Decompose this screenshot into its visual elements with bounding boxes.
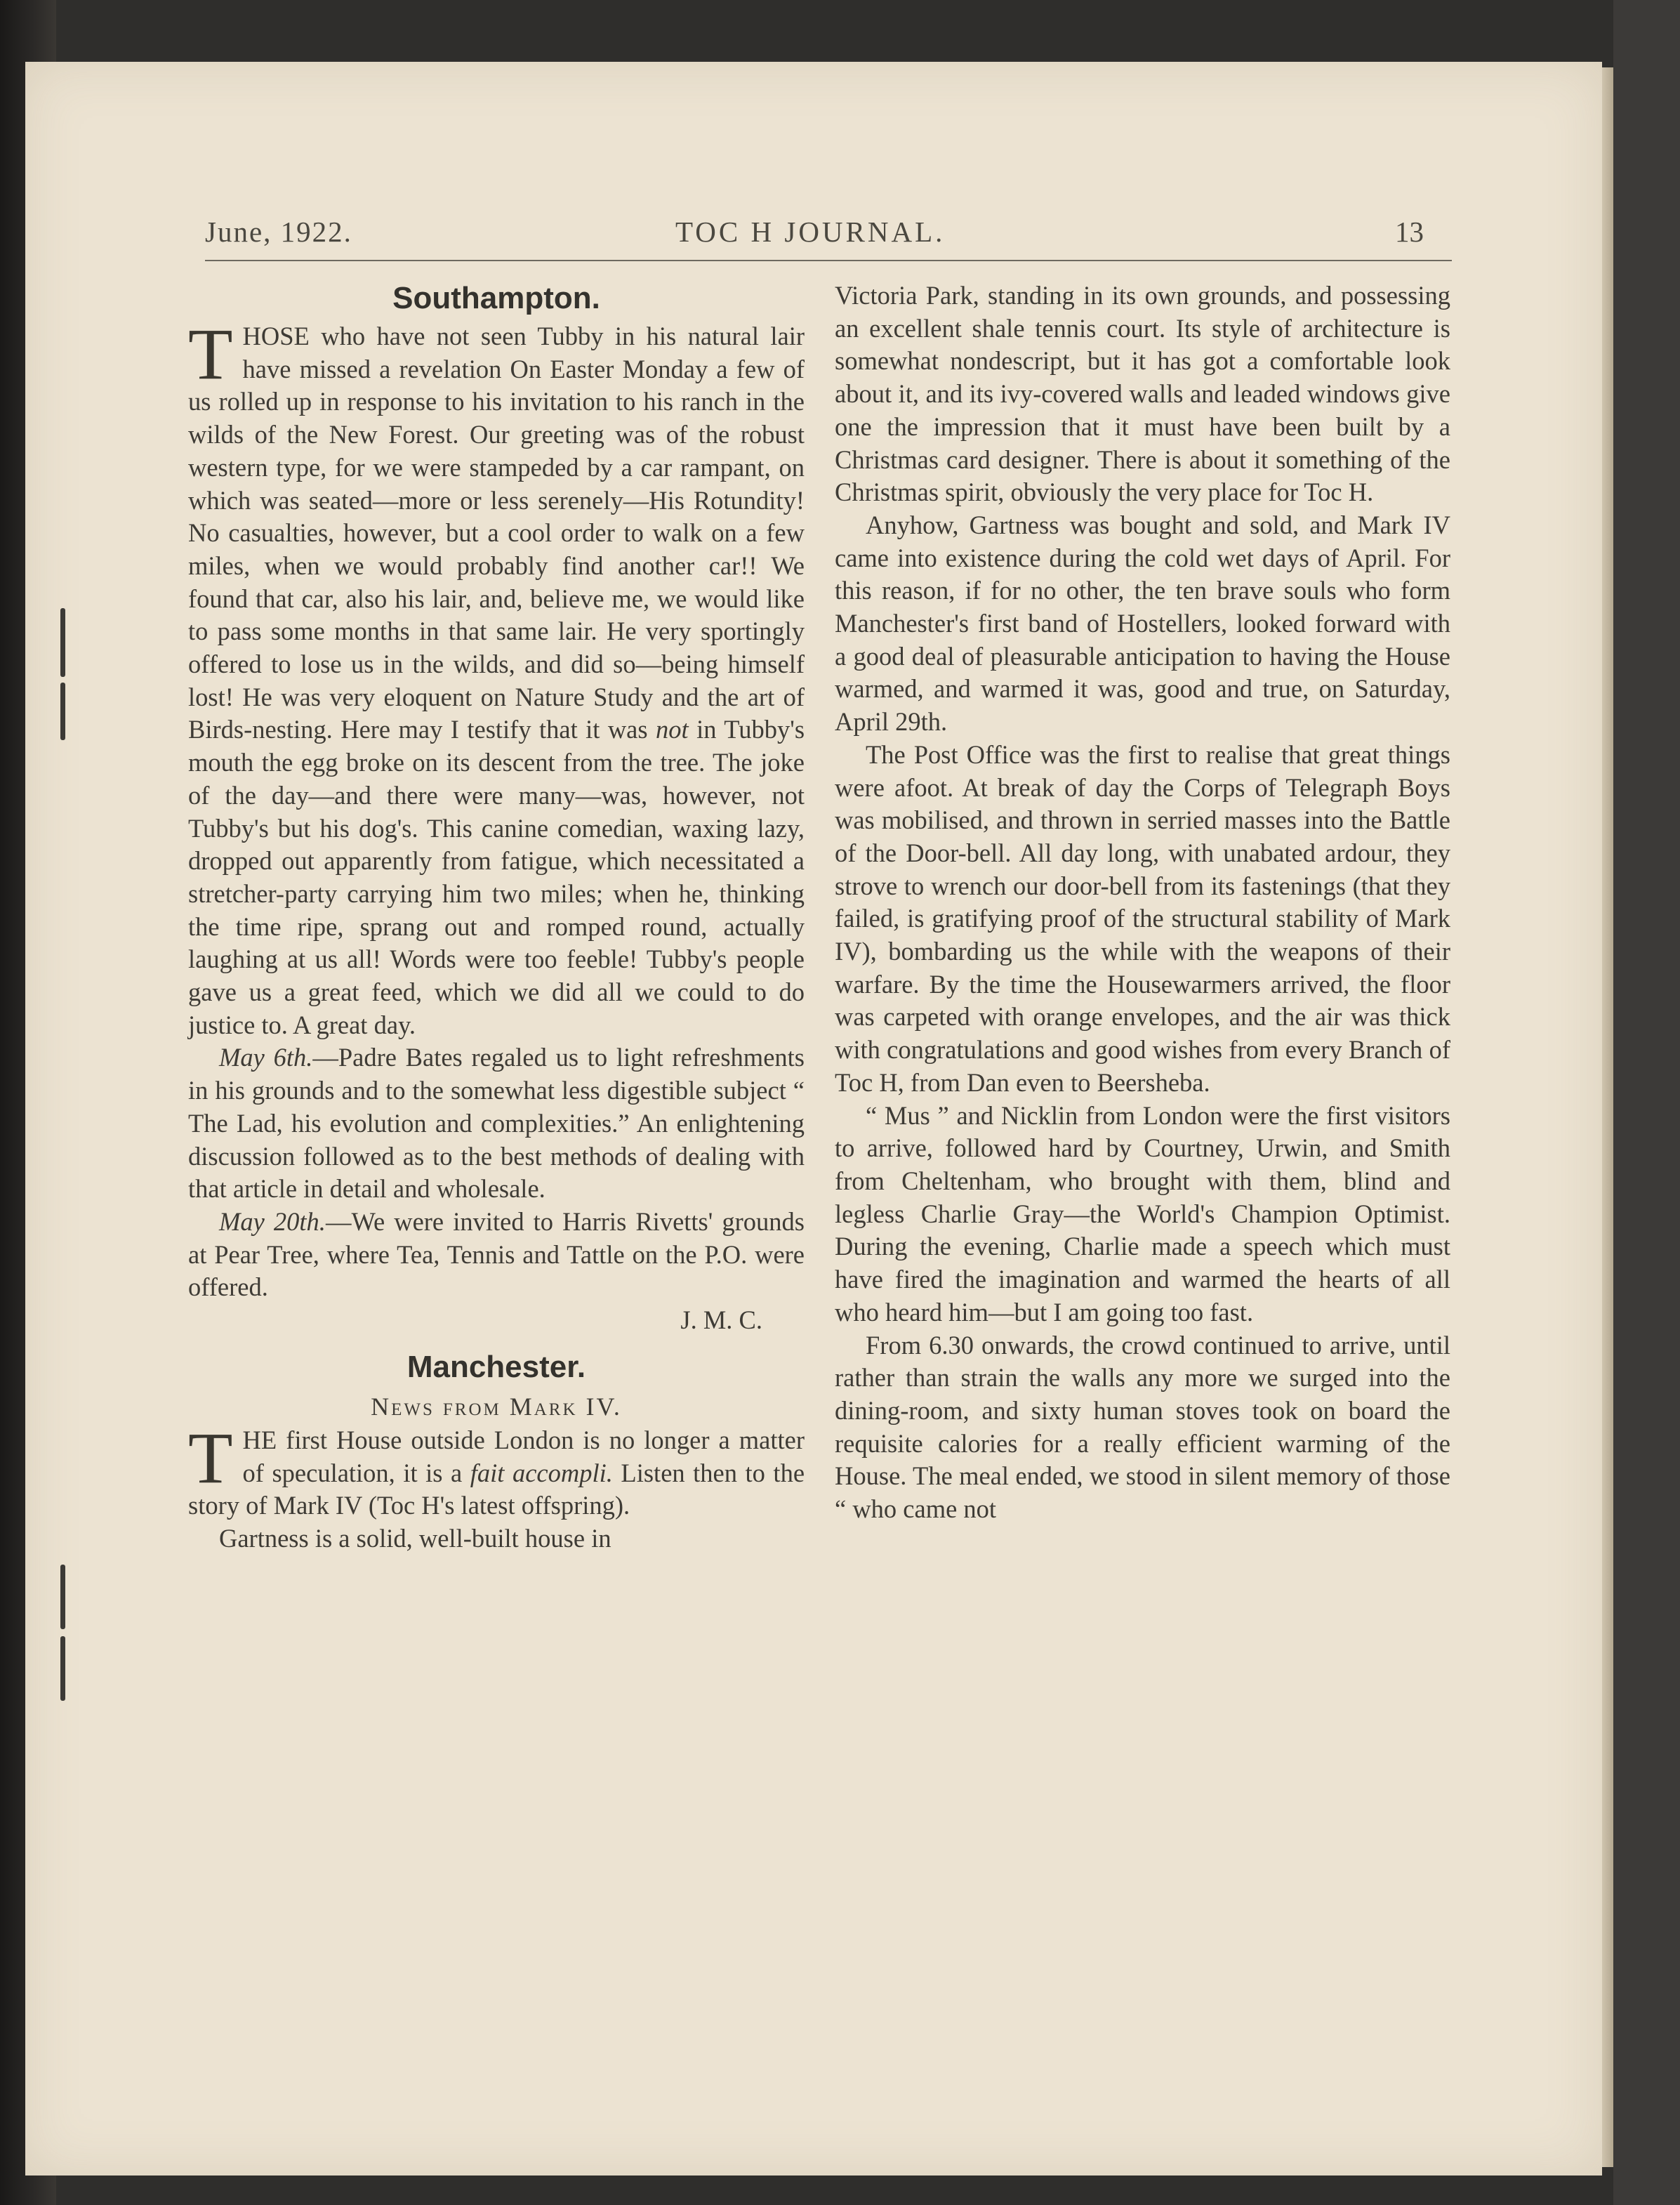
southampton-heading: Southampton. bbox=[392, 281, 600, 315]
manchester-anyhow: Anyhow, Gartness was bought and sold, and Mark IV came into existence during the cold wet days of April. For this reason, if for no other, the ten brave souls who form Manchester's first band of Hostellers, looked forward with a good deal of pleasurable anticipation to having the House warmed, and warmed it was, good and true, on Saturday, April 29th. bbox=[835, 510, 1450, 737]
manchester-from630: From 6.30 onwards, the crowd continued to arrive, until rather than strain the walls any more we surged into the dining-room, and sixty human stoves took on board the requisite calories for a really efficient warming of the House. The meal ended, we stood in silent memory of those “ who came not bbox=[835, 1330, 1450, 1524]
issue-date: June, 1922. bbox=[205, 216, 352, 248]
staple-bottom bbox=[60, 1565, 65, 1629]
staple-top bbox=[60, 608, 65, 677]
signature: J. M. C. bbox=[680, 1305, 762, 1335]
southampton-intro: THOSE who have not seen Tubby in his natural lair have missed a revelation On Easter Monday a few of us rolled up in response to his invitation to his ranch in the wilds of the New Forest. Our greeting was of the robust western type, for we were stampeded by a car rampant, on which was seated—more or less serenely—His Rotundity! No casualties, however, but a cool order to walk on a few miles, when we would probably find another car!! We found that car, also his lair, and, believe me, we would like to pass some months in that same lair. He very sportingly offered to lose us in the wilds, and did so—being himself lost! He was very eloquent on Nature Study and the art of Birds-nesting. Here may I testify that it was not in Tubby's mouth the egg broke on its descent from the tree. The joke of the day—and there were many—was, however, not Tubby's but his dog's. This canine comedian, waxing lazy, dropped out apparently from fatigue, which necessitated a stretcher-party carrying him two miles; when he, thinking the time ripe, sprang out and romped round, actually laughing at us all! Words were too feeble! Tubby's people gave us a great feed, which we did all we could to do justice to. A great day. bbox=[188, 314, 805, 1039]
staple-top-lower bbox=[60, 683, 65, 740]
manchester-gartness: Gartness is a solid, well-built house in bbox=[219, 1523, 611, 1553]
southampton-may20: May 20th.—We were invited to Harris Rivetts' grounds at Pear Tree, where Tea, Tennis and Tattle on the P.O. were offered. bbox=[188, 1206, 805, 1302]
journal-title: TOC H JOURNAL. bbox=[675, 216, 946, 248]
manchester-gartness-cont: Victoria Park, standing in its own grounds, and possessing an excellent shale tennis court. Its style of architecture is somewhat nondescript, but it has got a comfortable look about it, and its ivy-covered walls and leaded windows give one the impression that it must have been built by a Christmas card designer. There is about it something of the Christmas spirit, obviously the very place for Toc H. bbox=[835, 281, 1450, 507]
southampton-may6: May 6th.—Padre Bates regaled us to light refreshments in his grounds and to the somewhat less digestible subject “ The Lad, his evolution and complexities.” An enlightening discussion followed as to the best methods of dealing with that article in detail and wholesale. bbox=[188, 1043, 805, 1204]
manchester-heading: Manchester. bbox=[406, 1349, 586, 1384]
staple-bottom-lower bbox=[60, 1636, 65, 1701]
drop-cap: T bbox=[188, 1417, 233, 1499]
manchester-postoffice: The Post Office was the first to realise that great things were afoot. At break of day the Corps of Telegraph Boys was mobilised, and thrown in serried masses into the Battle of the Door-bell. All day long, with unabated ardour, they strove to wrench our door-bell from its fastenings (that they failed, is gratifying proof of the structural stability of Mark IV), bombarding us the while with the weapons of their warfare. By the time the Housewarmers arrived, the floor was carpeted with orange envelopes, and the air was thick with congratulations and good wishes from every Branch of Toc H, from Dan even to Beersheba. bbox=[835, 739, 1450, 1097]
left-column bbox=[188, 279, 805, 1555]
header-rule bbox=[205, 260, 1452, 261]
drop-cap: T bbox=[188, 314, 233, 395]
manchester-mus: “ Mus ” and Nicklin from London were the first visitors to arrive, followed hard by Courtney, Urwin, and Smith from Cheltenham, who brought with them, blind and legless Charlie Gray—the World's Champion Optimist. During the evening, Charlie made a speech which must have fired the imagination and warmed the hearts of all who heard him—but I am going too fast. bbox=[835, 1100, 1450, 1327]
manchester-subheading: News from Mark IV. bbox=[371, 1392, 622, 1421]
page-number: 13 bbox=[1395, 216, 1424, 248]
background-surface bbox=[1613, 0, 1680, 2205]
page-edge bbox=[1602, 67, 1613, 2167]
running-header bbox=[205, 211, 1424, 253]
manchester-intro: THE first House outside London is no longer a matter of speculation, it is a fait accompli. Listen then to the story of Mark IV (Toc H's latest offspring). bbox=[188, 1417, 805, 1520]
right-column bbox=[835, 279, 1450, 1526]
